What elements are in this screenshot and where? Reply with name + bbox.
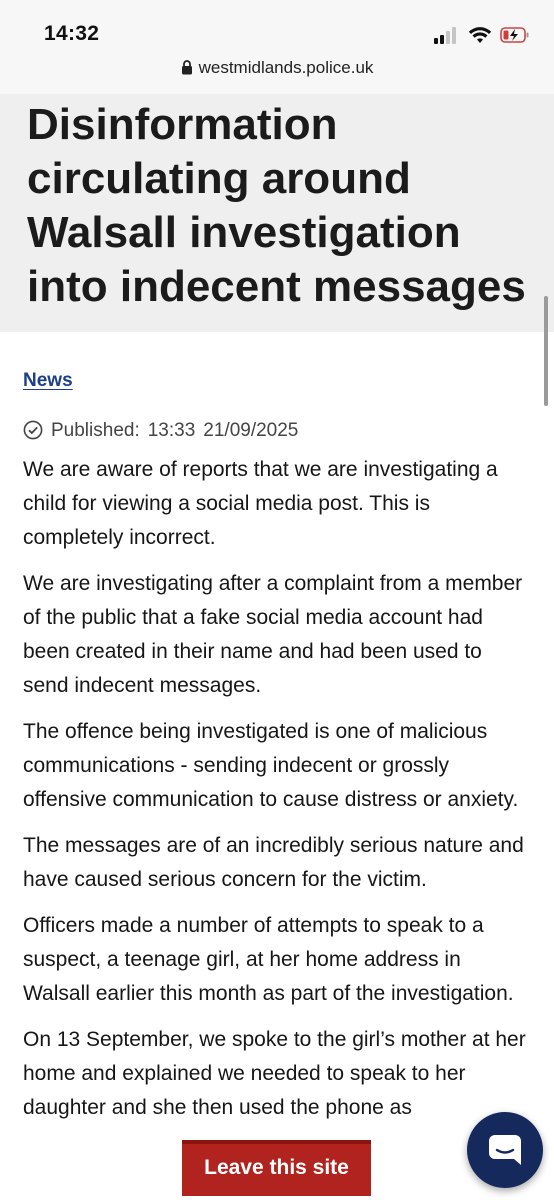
address-bar[interactable] <box>0 58 554 78</box>
status-bar <box>0 0 554 94</box>
leave-site-button[interactable]: Leave this site <box>182 1140 371 1196</box>
article-paragraph: We are aware of reports that we are investigating a child for viewing a social media post. This is completely incorrect. <box>23 458 498 549</box>
lock-icon <box>181 60 193 75</box>
signal-icon <box>434 26 458 44</box>
article-header <box>0 94 554 332</box>
article-paragraph: The offence being investigated is one of malicious communications - sending indecent or grossly offensive communication to cause distress or anxiety. <box>23 720 519 811</box>
wifi-icon <box>468 26 492 44</box>
page-title: Disinformation circulating around Walsall investigation into indecent messages <box>27 100 526 311</box>
chat-bubble-icon <box>486 1131 524 1169</box>
article-body <box>23 370 528 1125</box>
published-label: Published: <box>51 420 140 441</box>
published-time: 13:33 <box>147 420 196 441</box>
chat-button[interactable] <box>467 1112 543 1188</box>
status-icons <box>434 26 530 46</box>
article-paragraph: Officers made a number of attempts to speak to a suspect, a teenage girl, at her home address in Walsall earlier this month as part of the investigation. <box>23 914 514 1005</box>
scrollbar-thumb[interactable] <box>544 296 548 406</box>
battery-charging-icon <box>500 26 530 44</box>
status-time: 14:32 <box>44 22 100 45</box>
published-line <box>23 419 528 443</box>
category-link-news[interactable]: News <box>23 370 73 391</box>
url-text: westmidlands.police.uk <box>198 58 374 77</box>
published-date: 21/09/2025 <box>203 420 299 441</box>
check-circle-icon <box>23 420 43 440</box>
article-paragraph: The messages are of an incredibly serious nature and have caused serious concern for the victim. <box>23 834 524 891</box>
article-paragraph: We are investigating after a complaint from a member of the public that a fake social media account had been created in their name and had been used to send indecent messages. <box>23 572 523 697</box>
article-paragraph: On 13 September, we spoke to the girl’s mother at her home and explained we needed to speak to her daughter and she then used the phone as <box>23 1028 526 1119</box>
